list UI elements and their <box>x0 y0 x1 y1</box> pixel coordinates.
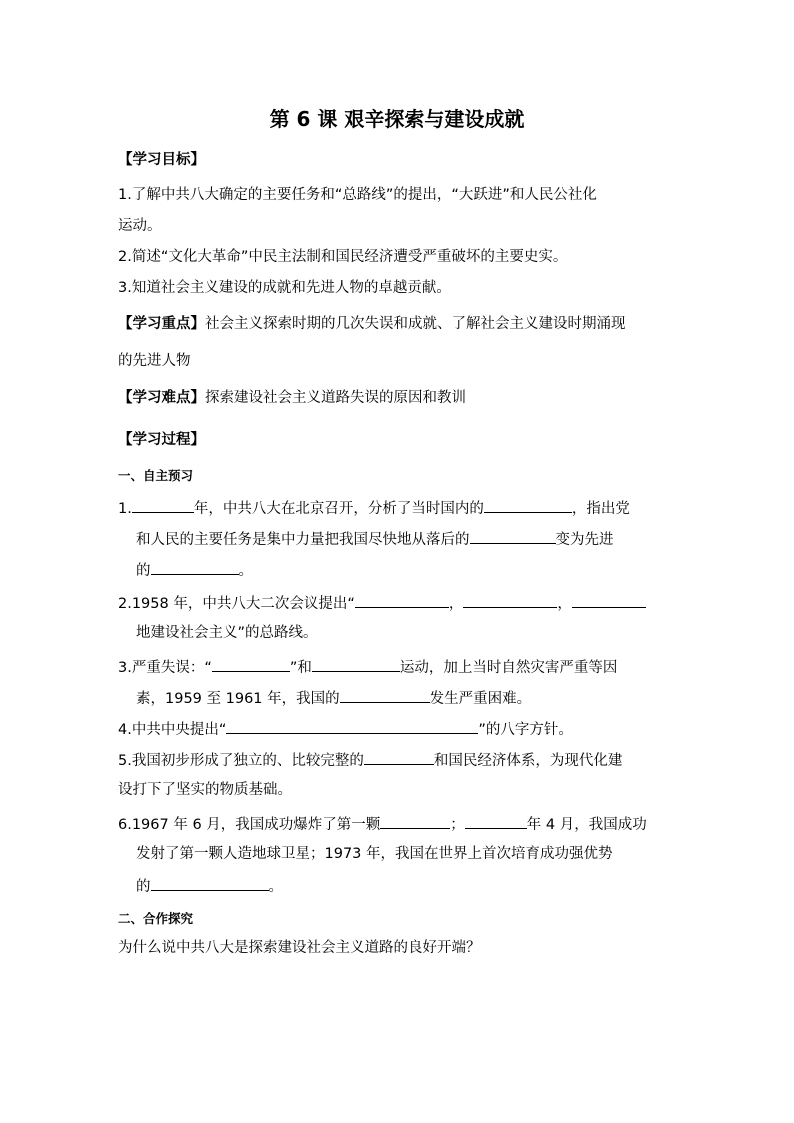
q1-blank-advanced[interactable] <box>151 559 239 575</box>
q1-number: 1. <box>118 501 132 517</box>
section2-question: 为什么说中共八大是探索建设社会主义道路的良好开端？ <box>118 940 481 956</box>
q6-sep: ； <box>450 817 465 833</box>
q2-text-1: 2.1958 年，中共八大二次会议提出“ <box>118 596 355 612</box>
q3-line-1 <box>118 656 678 678</box>
q5-text-2: 和国民经济体系，为现代化建 <box>433 753 623 769</box>
q5-blank[interactable] <box>364 749 434 765</box>
goal-item-2: 2.简述“文化大革命”中民主法制和国民经济遭受严重破坏的主要史实。 <box>118 249 568 265</box>
q6-text-3: 的 <box>136 879 151 895</box>
q1-text-4: 变为先进 <box>555 532 614 548</box>
section1-heading: 一、自主预习 <box>118 468 194 483</box>
goal-item-1-cont: 运动。 <box>118 218 162 234</box>
section2-heading: 二、合作探究 <box>118 911 194 926</box>
key-points-line-2: 的先进人物 <box>118 353 191 369</box>
q5-text-1: 5.我国初步形成了独立的、比较完整的 <box>118 753 364 769</box>
q1-text-1: 年，中共八大在北京召开，分析了当时国内的 <box>193 501 484 517</box>
key-points-heading: 【学习重点】 <box>118 316 205 332</box>
difficulty-heading: 【学习难点】 <box>118 390 205 406</box>
q3-text-4: 素，1959 至 1961 年，我国的 <box>136 691 340 707</box>
goal-item-1: 1.了解中共八大确定的主要任务和“总路线”的提出，“大跃进”和人民公社化 <box>118 187 597 203</box>
q4-blank[interactable] <box>226 718 478 734</box>
q3-text-3: 运动，加上当时自然灾害严重等因 <box>399 660 618 676</box>
q1-line-3 <box>136 559 696 581</box>
q6-text-1: 6.1967 年 6 月，我国成功爆炸了第一颗 <box>118 817 381 833</box>
q2-line-2: 地建设社会主义”的总路线。 <box>136 625 318 641</box>
q5-line-2: 设打下了坚实的物质基础。 <box>118 782 292 798</box>
q2-sep-1: ， <box>448 596 464 612</box>
q3-text-5: 发生严重困难。 <box>429 691 532 707</box>
q1-text-2: ，指出党 <box>571 501 630 517</box>
q6-line-2: 发射了第一颗人造地球卫星；1973 年，我国在世界上首次培育成功强优势 <box>136 846 613 862</box>
q3-text-1: 3.严重失误：“ <box>118 660 212 676</box>
q6-line-3 <box>136 875 696 897</box>
q3-text-2: ”和 <box>289 660 312 676</box>
q1-blank-year[interactable] <box>132 497 194 513</box>
q1-blank-backward[interactable] <box>470 528 556 544</box>
q6-text-2: 年 4 月，我国成功 <box>526 817 647 833</box>
goal-item-3: 3.知道社会主义建设的成就和先进人物的卓越贡献。 <box>118 280 451 296</box>
q2-sep-2: ， <box>557 596 572 612</box>
q1-blank-situation[interactable] <box>484 497 572 513</box>
q6-blank-2[interactable] <box>151 875 269 891</box>
q4-text-1: 4.中共中央提出“ <box>118 722 227 738</box>
goals-heading: 【学习目标】 <box>118 152 205 168</box>
q2-blank-2[interactable] <box>463 592 557 608</box>
q3-blank-1[interactable] <box>212 656 290 672</box>
q3-blank-2[interactable] <box>312 656 400 672</box>
q4-line <box>118 718 678 740</box>
q2-blank-1[interactable] <box>355 592 449 608</box>
q1-text-3: 和人民的主要任务是集中力量把我国尽快地从落后的 <box>136 532 470 548</box>
key-points-line-1 <box>118 314 678 334</box>
q1-text-6: 。 <box>238 563 253 579</box>
page-title: 第 6 课 艰辛探索与建设成就 <box>269 107 525 131</box>
q6-line-1 <box>118 813 678 835</box>
process-heading: 【学习过程】 <box>118 432 205 448</box>
q2-line-1 <box>118 592 678 614</box>
q6-text-4: 。 <box>268 879 283 895</box>
q3-line-2 <box>136 687 696 709</box>
q1-line-2 <box>136 528 696 550</box>
key-points-text: 社会主义探索时期的几次失误和成就、了解社会主义建设时期涌现 <box>205 316 626 332</box>
q2-blank-3[interactable] <box>572 592 646 608</box>
q6-blank-year[interactable] <box>465 813 527 829</box>
q3-blank-3[interactable] <box>340 687 430 703</box>
q6-blank-1[interactable] <box>380 813 450 829</box>
difficulty-text: 探索建设社会主义道路失误的原因和教训 <box>205 390 466 406</box>
q1-line-1 <box>118 497 678 519</box>
difficulty-line <box>118 388 678 408</box>
q5-line-1 <box>118 749 678 771</box>
q4-text-2: ”的八字方针。 <box>478 722 573 738</box>
q1-text-5: 的 <box>136 563 151 579</box>
